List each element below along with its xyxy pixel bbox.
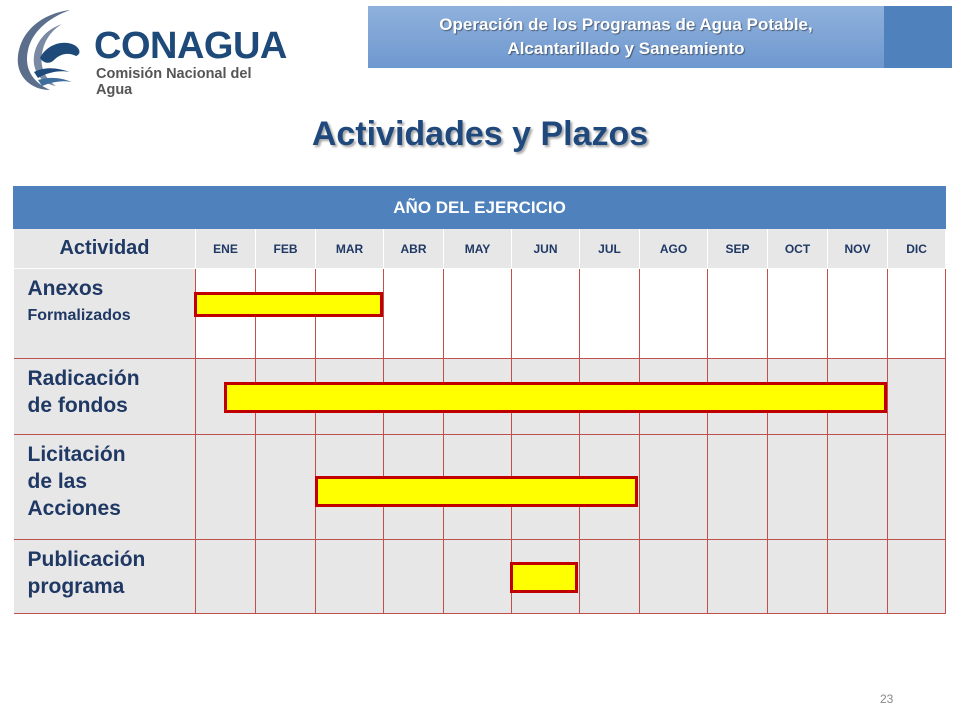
month-header: AGO <box>640 229 708 269</box>
activity-label <box>14 359 196 435</box>
header-line-1: Operación de los Programas de Agua Potable, <box>439 15 813 34</box>
gantt-bar-radicacion-de-fondos <box>224 382 887 413</box>
month-header: ABR <box>384 229 444 269</box>
logo-name: CONAGUA <box>94 25 287 67</box>
activity-header: Actividad <box>14 229 196 269</box>
logo-subtitle: Comisión Nacional del Agua <box>96 66 252 98</box>
activity-label-line: Acciones <box>27 497 121 520</box>
activity-label-line: de las <box>27 470 88 493</box>
gantt-bar-anexos-formalizados <box>194 292 383 317</box>
month-header: OCT <box>768 229 828 269</box>
month-header: NOV <box>828 229 888 269</box>
activity-label-line: Formalizados <box>27 307 131 324</box>
activity-label-line: Licitación <box>27 443 126 466</box>
gantt-bar-licitacion-de-las-acciones <box>315 476 638 507</box>
gantt-chart <box>13 186 945 614</box>
page-number: 23 <box>880 692 894 706</box>
month-header: ENE <box>196 229 256 269</box>
year-header: AÑO DEL EJERCICIO <box>14 187 946 229</box>
page-title: Actividades y Plazos <box>311 115 649 153</box>
water-bird-logo-icon <box>10 6 90 92</box>
activity-label-line: de fondos <box>27 394 128 417</box>
activity-label-line: programa <box>27 575 125 598</box>
month-header: JUL <box>580 229 640 269</box>
month-header: DIC <box>888 229 946 269</box>
activity-label-line: Radicación <box>27 367 140 390</box>
month-header: MAY <box>444 229 512 269</box>
activity-label <box>14 269 196 359</box>
conagua-logo <box>10 6 290 98</box>
activity-label <box>14 540 196 614</box>
activity-label-line: Publicación <box>27 548 146 571</box>
header-accent-block <box>884 6 952 68</box>
activity-row <box>14 269 946 359</box>
activity-label-line: Anexos <box>27 277 104 300</box>
month-header: SEP <box>708 229 768 269</box>
activity-row <box>14 540 946 614</box>
month-header: MAR <box>316 229 384 269</box>
gantt-bar-publicacion-programa <box>510 562 578 593</box>
month-header: JUN <box>512 229 580 269</box>
month-header: FEB <box>256 229 316 269</box>
header-banner <box>368 6 884 68</box>
header-line-2: Alcantarillado y Saneamiento <box>507 39 745 58</box>
activity-label <box>14 435 196 540</box>
